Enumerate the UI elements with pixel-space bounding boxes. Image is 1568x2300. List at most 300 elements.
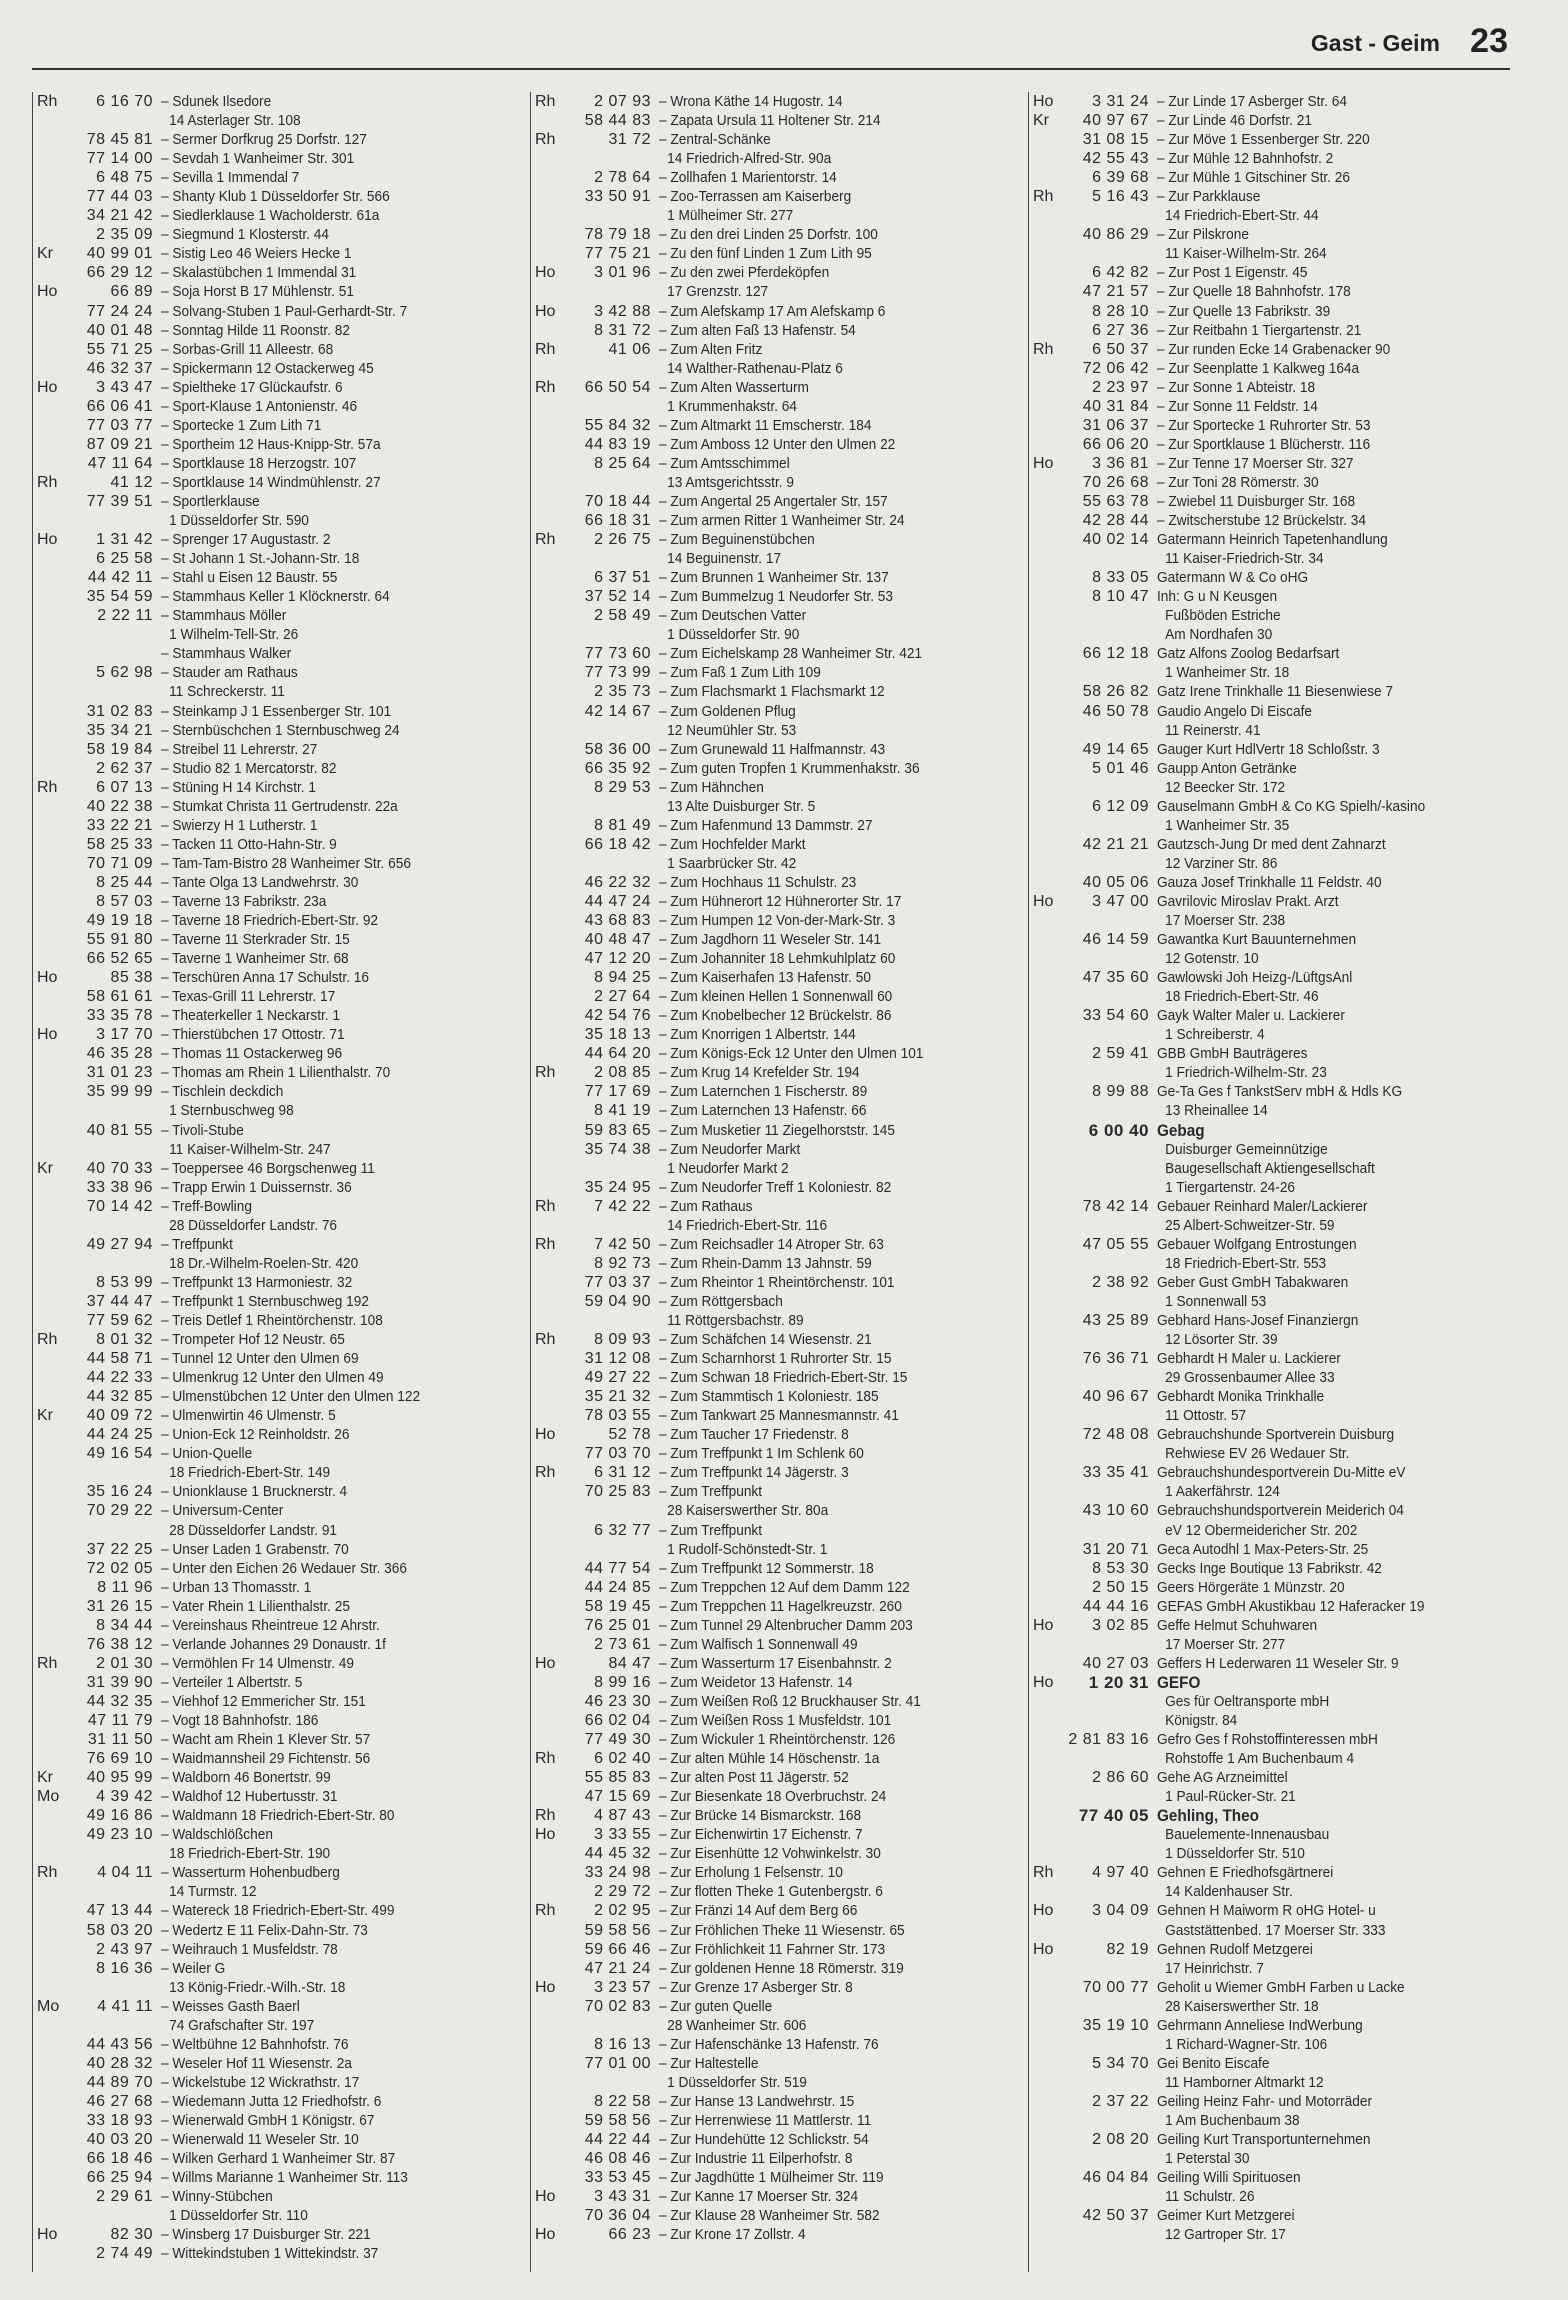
directory-entry-continuation — [531, 625, 1021, 644]
phone-number: 84 47 — [608, 1654, 651, 1672]
entry-text: – Zum Krug 14 Krefelder Str. 194 — [659, 1064, 860, 1082]
phone-number: 3 43 31 — [594, 2188, 651, 2206]
phone-number: 34 21 42 — [86, 207, 153, 225]
district-code: Rh — [37, 778, 58, 796]
directory-entry-continuation — [1029, 1216, 1529, 1235]
phone-number: 31 20 71 — [1082, 1540, 1149, 1558]
directory-entry — [531, 1901, 1021, 1920]
entry-text: – Ulmenstübchen 12 Unter den Ulmen 122 — [161, 1388, 421, 1406]
directory-entry — [33, 1959, 523, 1978]
entry-text: – Zum Tunnel 29 Altenbrucher Damm 203 — [659, 1616, 913, 1634]
directory-entry — [1029, 530, 1529, 549]
phone-number: 40 70 33 — [86, 1159, 153, 1177]
directory-entry-continuation — [1029, 2111, 1529, 2130]
district-code: Ho — [1033, 892, 1054, 910]
directory-entry — [531, 1844, 1021, 1863]
directory-entry — [33, 2130, 523, 2149]
entry-text: 11 Ottostr. 57 — [1165, 1407, 1247, 1425]
running-head: Gast - Geim — [1310, 30, 1440, 56]
entry-text: 11 Reinerstr. 41 — [1165, 721, 1261, 739]
phone-number: 44 44 16 — [1082, 1597, 1149, 1615]
phone-number: 40 97 67 — [1082, 112, 1149, 130]
district-code: Ho — [1033, 454, 1054, 472]
phone-number: 77 73 60 — [584, 645, 651, 663]
phone-number: 2 78 64 — [594, 169, 651, 187]
district-code: Ho — [37, 1026, 58, 1044]
phone-number: 6 16 70 — [96, 93, 153, 110]
directory-entry — [33, 1749, 523, 1768]
phone-number: 47 12 20 — [584, 950, 651, 968]
phone-number: 31 12 08 — [584, 1350, 651, 1368]
phone-number: 77 03 77 — [86, 416, 153, 434]
directory-entry — [33, 530, 523, 549]
entry-text: – Trompeter Hof 12 Neustr. 65 — [161, 1331, 345, 1349]
directory-entry-continuation — [531, 359, 1021, 378]
phone-number: 2 58 49 — [594, 607, 651, 625]
directory-entry — [531, 302, 1021, 321]
phone-number: 2 59 41 — [1092, 1045, 1149, 1063]
directory-entry — [531, 1235, 1021, 1254]
entry-text: – Union-Quelle — [161, 1445, 253, 1463]
phone-number: 33 54 60 — [1082, 1007, 1149, 1025]
district-code: Rh — [535, 1807, 556, 1825]
phone-number: 66 89 — [110, 283, 153, 301]
entry-text: – Zur Hanse 13 Landwehrstr. 15 — [659, 2092, 855, 2110]
phone-number: 49 16 86 — [86, 1807, 153, 1825]
district-code: Rh — [535, 340, 556, 358]
directory-entry-continuation — [1029, 854, 1529, 873]
directory-entry — [531, 1044, 1021, 1063]
entry-text: – Wienerwald GmbH 1 Königstr. 67 — [161, 2111, 375, 2129]
directory-entry — [531, 435, 1021, 454]
entry-text: – Zum Rheintor 1 Rheintörchenstr. 101 — [659, 1273, 895, 1291]
entry-text: 1 Düsseldorfer Str. 90 — [667, 626, 800, 644]
phone-number: 43 68 83 — [584, 912, 651, 930]
directory-entry — [1029, 2130, 1529, 2149]
entry-text: 1 Rudolf-Schönstedt-Str. 1 — [667, 1540, 828, 1558]
phone-number: 8 57 03 — [96, 892, 153, 910]
directory-entry-continuation — [531, 1311, 1021, 1330]
entry-text: – Wiedemann Jutta 12 Friedhofstr. 6 — [161, 2092, 382, 2110]
entry-text: – Zur Industrie 11 Eilperhofstr. 8 — [659, 2150, 853, 2168]
directory-entry — [531, 2149, 1021, 2168]
entry-text: 1 Wilhelm-Tell-Str. 26 — [169, 626, 299, 644]
entry-text: – Waldhof 12 Hubertusstr. 31 — [161, 1788, 338, 1806]
entry-text: – Sternbüschchen 1 Sternbuschweg 24 — [161, 721, 400, 739]
directory-entry-continuation — [1029, 1692, 1529, 1711]
phone-number: 4 39 42 — [96, 1788, 153, 1806]
entry-text: – Zur Quelle 13 Fabrikstr. 39 — [1157, 302, 1331, 320]
directory-entry — [531, 1292, 1021, 1311]
phone-number: 2 23 97 — [1092, 378, 1149, 396]
directory-entry — [1029, 111, 1529, 130]
directory-entry-continuation — [1029, 1178, 1529, 1197]
directory-entry — [33, 1768, 523, 1787]
phone-number: 37 44 47 — [86, 1292, 153, 1310]
page-number: 23 — [1470, 22, 1508, 60]
entry-text: – Zum Treffpunkt — [659, 1483, 763, 1501]
directory-entry — [531, 1997, 1021, 2016]
entry-text: – Zoo-Terrassen am Kaiserberg — [659, 188, 852, 206]
entry-text: – Vater Rhein 1 Lilienthalstr. 25 — [161, 1597, 350, 1615]
phone-number: 76 38 12 — [86, 1635, 153, 1653]
directory-entry — [1029, 930, 1529, 949]
phone-number: 77 73 99 — [584, 664, 651, 682]
directory-entry — [531, 1025, 1021, 1044]
phone-number: 46 14 59 — [1082, 931, 1149, 949]
entry-text: – Zum Walfisch 1 Sonnenwall 49 — [659, 1635, 858, 1653]
directory-entry — [33, 1159, 523, 1178]
phone-number: 3 47 00 — [1092, 892, 1149, 910]
entry-text: – Sevdah 1 Wanheimer Str. 301 — [161, 150, 355, 168]
phone-number: 31 02 83 — [86, 702, 153, 720]
phone-number: 8 31 72 — [594, 321, 651, 339]
district-code: Rh — [535, 1197, 556, 1215]
entry-text: – Zum Röttgersbach — [659, 1292, 783, 1310]
entry-text: – Zum Treffpunkt 1 Im Schlenk 60 — [659, 1445, 864, 1463]
directory-entry — [33, 1006, 523, 1025]
entry-text: – Vermöhlen Fr 14 Ulmenstr. 49 — [161, 1654, 354, 1672]
entry-text: 1 Wanheimer Str. 18 — [1165, 664, 1290, 682]
phone-number: 2 86 60 — [1092, 1769, 1149, 1787]
entry-text: – Treffpunkt 13 Harmoniestr. 32 — [161, 1273, 353, 1291]
directory-entry — [531, 1140, 1021, 1159]
entry-text: – Skalastübchen 1 Immendal 31 — [161, 264, 357, 282]
directory-entry — [33, 2092, 523, 2111]
phone-number: 3 23 57 — [594, 1978, 651, 1996]
directory-entry-continuation — [33, 511, 523, 530]
entry-text: – Zum Rhein-Damm 13 Jahnstr. 59 — [659, 1254, 872, 1272]
phone-number: 47 21 57 — [1082, 283, 1149, 301]
directory-entry — [531, 759, 1021, 778]
phone-number: 31 26 15 — [86, 1597, 153, 1615]
directory-entry-continuation — [1029, 2225, 1529, 2244]
directory-entry — [531, 816, 1021, 835]
entry-text: – Zur Tenne 17 Moerser Str. 327 — [1157, 454, 1354, 472]
directory-entry — [33, 244, 523, 263]
phone-number: 66 52 65 — [86, 950, 153, 968]
phone-number: 78 03 55 — [584, 1407, 651, 1425]
phone-number: 66 25 94 — [86, 2169, 153, 2187]
phone-number: 4 04 11 — [97, 1864, 153, 1882]
district-code: Rh — [535, 1331, 556, 1349]
directory-entry — [531, 1368, 1021, 1387]
entry-text: 14 Turmstr. 12 — [169, 1883, 257, 1901]
directory-entry — [1029, 378, 1529, 397]
entry-text: 12 Gotenstr. 10 — [1165, 950, 1259, 968]
phone-number: 40 99 01 — [86, 245, 153, 263]
directory-entry — [33, 549, 523, 568]
entry-text: Gecks Inge Boutique 13 Fabrikstr. 42 — [1157, 1559, 1382, 1577]
phone-number: 6 27 36 — [1092, 321, 1149, 339]
directory-entry — [1029, 968, 1529, 987]
entry-text: Gatermann Heinrich Tapetenhandlung — [1157, 531, 1388, 549]
directory-entry — [1029, 397, 1529, 416]
directory-entry — [1029, 511, 1529, 530]
phone-number: 3 36 81 — [1092, 454, 1149, 472]
entry-text: – Zum Reichsadler 14 Atroper Str. 63 — [659, 1235, 884, 1253]
entry-text: 11 Schreckerstr. 11 — [169, 683, 285, 701]
directory-entry — [33, 797, 523, 816]
entry-text: Geffers H Lederwaren 11 Weseler Str. 9 — [1157, 1654, 1399, 1672]
phone-number: 35 24 95 — [584, 1178, 651, 1196]
district-code: Rh — [37, 1654, 58, 1672]
directory-entry — [33, 1901, 523, 1920]
district-code: Rh — [535, 1750, 556, 1768]
phone-number: 70 02 83 — [584, 1997, 651, 2015]
entry-text: – Tam-Tam-Bistro 28 Wanheimer Str. 656 — [161, 854, 411, 872]
directory-entry — [531, 968, 1021, 987]
entry-text: – Zur goldenen Henne 18 Römerstr. 319 — [659, 1959, 904, 1977]
phone-number: 44 42 11 — [87, 569, 153, 587]
directory-entry — [531, 1063, 1021, 1082]
phone-number: 44 43 56 — [86, 2035, 153, 2053]
entry-text: Gauselmann GmbH & Co KG Spielh/-kasino — [1157, 797, 1426, 815]
phone-number: 8 99 16 — [594, 1673, 651, 1691]
entry-text: – Willms Marianne 1 Wanheimer Str. 113 — [161, 2169, 408, 2187]
district-code: Ho — [535, 264, 556, 282]
directory-entry-continuation — [1029, 1711, 1529, 1730]
entry-text: 12 Varziner Str. 86 — [1165, 854, 1278, 872]
entry-text: 28 Kaiserswerther Str. 80a — [667, 1502, 829, 1520]
phone-number: 8 11 96 — [97, 1578, 153, 1596]
phone-number: 40 22 38 — [86, 797, 153, 815]
entry-text: – Zum Hochhaus 11 Schulstr. 23 — [659, 873, 857, 891]
phone-number: 58 26 82 — [1082, 683, 1149, 701]
entry-text: – Zum Tankwart 25 Mannesmannstr. 41 — [659, 1407, 899, 1425]
directory-entry — [1029, 1540, 1529, 1559]
directory-entry — [33, 1940, 523, 1959]
phone-number: 49 19 18 — [86, 912, 153, 930]
entry-text: – Studio 82 1 Mercatorstr. 82 — [161, 759, 337, 777]
directory-entry-continuation — [1029, 1521, 1529, 1540]
entry-text: – Union-Eck 12 Reinholdstr. 26 — [161, 1426, 350, 1444]
directory-entry — [1029, 587, 1529, 606]
entry-text: 14 Friedrich-Ebert-Str. 116 — [667, 1216, 828, 1234]
entry-text: – Zum Königs-Eck 12 Unter den Ulmen 101 — [659, 1045, 924, 1063]
phone-number: 6 31 12 — [594, 1464, 651, 1482]
entry-text: – Zum Faß 1 Zum Lith 109 — [659, 664, 821, 682]
entry-text: – Zum Amboss 12 Unter den Ulmen 22 — [659, 435, 896, 453]
directory-entry — [531, 873, 1021, 892]
directory-entry — [531, 530, 1021, 549]
phone-number: 44 22 44 — [584, 2131, 651, 2149]
entry-text: 28 Kaiserswerther Str. 18 — [1165, 1997, 1319, 2015]
entry-text: – Zollhafen 1 Marientorstr. 14 — [659, 169, 837, 187]
directory-entry — [531, 911, 1021, 930]
phone-number: 44 77 54 — [584, 1559, 651, 1577]
entry-text: Duisburger Gemeinnützige — [1165, 1140, 1328, 1158]
directory-entry — [33, 92, 523, 111]
directory-entry — [33, 416, 523, 435]
entry-text: 14 Walther-Rathenau-Platz 6 — [667, 359, 843, 377]
entry-text: – Weisses Gasth Baerl — [161, 1997, 300, 2015]
entry-text: 11 Hamborner Altmarkt 12 — [1165, 2073, 1324, 2091]
directory-entry — [531, 2130, 1021, 2149]
entry-text: 13 König-Friedr.-Wilh.-Str. 18 — [169, 1978, 346, 1996]
phone-number: 2 08 20 — [1092, 2131, 1149, 2149]
phone-number: 66 18 46 — [86, 2150, 153, 2168]
entry-text: Ges für Oeltransporte mbH — [1165, 1692, 1330, 1710]
entry-text: Gauger Kurt HdlVertr 18 Schloßstr. 3 — [1157, 740, 1380, 758]
district-code: Kr — [37, 1407, 53, 1425]
directory-entry — [531, 1463, 1021, 1482]
directory-entry — [33, 2168, 523, 2187]
entry-text: – Zur Pilskrone — [1157, 226, 1249, 244]
entry-text: Gebauer Reinhard Maler/Lackierer — [1157, 1197, 1368, 1215]
entry-text: Gaststättenbed. 17 Moerser Str. 333 — [1165, 1921, 1386, 1939]
directory-entry — [33, 1330, 523, 1349]
entry-text: – Tante Olga 13 Landwehrstr. 30 — [161, 873, 359, 891]
entry-text: Gebrauchshundsportverein Meiderich 04 — [1157, 1502, 1404, 1520]
directory-entry — [33, 1997, 523, 2016]
directory-entry-continuation — [1029, 1101, 1529, 1120]
entry-text: Geber Gust GmbH Tabakwaren — [1157, 1273, 1349, 1291]
directory-entry — [1029, 1616, 1529, 1635]
phone-number: 6 25 58 — [96, 550, 153, 568]
phone-number: 6 12 09 — [1092, 797, 1149, 815]
entry-text: – Zum Weißen Ross 1 Musfeldstr. 101 — [659, 1711, 892, 1729]
entry-text: – Zum armen Ritter 1 Wanheimer Str. 24 — [659, 512, 905, 530]
directory-entry — [33, 2187, 523, 2206]
entry-text: Geimer Kurt Metzgerei — [1157, 2207, 1295, 2225]
directory-entry — [1029, 1806, 1529, 1825]
directory-entry — [531, 606, 1021, 625]
entry-text: Fußböden Estriche — [1165, 607, 1281, 625]
directory-entry — [531, 682, 1021, 701]
entry-text: – Waidmannsheil 29 Fichtenstr. 56 — [161, 1750, 371, 1768]
entry-text: – Tunnel 12 Unter den Ulmen 69 — [161, 1350, 359, 1368]
entry-text: – Wienerwald 11 Weseler Str. 10 — [161, 2131, 359, 2149]
entry-text: – Viehhof 12 Emmericher Str. 151 — [161, 1692, 366, 1710]
entry-text: 11 Röttgersbachstr. 89 — [667, 1312, 804, 1329]
directory-entry — [1029, 435, 1529, 454]
entry-text: 17 Moerser Str. 238 — [1165, 912, 1286, 930]
phone-number: 35 54 59 — [86, 588, 153, 606]
entry-text: – Zum alten Faß 13 Hafenstr. 54 — [659, 321, 856, 339]
directory-entry — [1029, 1940, 1529, 1959]
phone-number: 40 09 72 — [86, 1407, 153, 1425]
entry-text: Rehwiese EV 26 Wedauer Str. — [1165, 1445, 1350, 1463]
phone-number: 77 44 03 — [86, 188, 153, 206]
directory-entry — [33, 2244, 523, 2263]
entry-text: – Zum Jagdhorn 11 Weseler Str. 141 — [659, 931, 882, 949]
entry-text: – Zur Möve 1 Essenberger Str. 220 — [1157, 131, 1370, 149]
directory-entry — [33, 892, 523, 911]
directory-entry — [531, 1940, 1021, 1959]
district-code: Rh — [535, 378, 556, 396]
phone-number: 8 41 19 — [594, 1102, 651, 1120]
entry-text: – Zum Treppchen 11 Hagelkreuzstr. 260 — [659, 1597, 902, 1615]
entry-text: 1 Paul-Rücker-Str. 21 — [1165, 1788, 1296, 1806]
phone-number: 58 36 00 — [584, 740, 651, 758]
phone-number: 47 15 69 — [584, 1788, 651, 1806]
phone-number: 49 27 94 — [86, 1235, 153, 1253]
entry-text: 1 Düsseldorfer Str. 110 — [169, 2207, 308, 2225]
directory-entry — [531, 2225, 1021, 2244]
entry-text: GEFO — [1157, 1672, 1201, 1692]
directory-entry — [33, 2073, 523, 2092]
entry-text: – Zur Reitbahn 1 Tiergartenstr. 21 — [1157, 321, 1362, 339]
entry-text: – Thomas 11 Ostackerweg 96 — [161, 1045, 343, 1063]
entry-text: – Zur Brücke 14 Bismarckstr. 168 — [659, 1807, 862, 1825]
district-code: Ho — [1033, 1673, 1054, 1691]
entry-text: Gehe AG Arzneimittel — [1157, 1769, 1288, 1787]
directory-entry-continuation — [1029, 1635, 1529, 1654]
directory-entry — [531, 1749, 1021, 1768]
directory-entry — [33, 1235, 523, 1254]
entry-text: – Tivoli-Stube — [161, 1121, 244, 1139]
directory-entry-continuation — [1029, 206, 1529, 225]
phone-number: 35 16 24 — [86, 1483, 153, 1501]
directory-entry — [33, 778, 523, 797]
directory-entry — [33, 435, 523, 454]
district-code: Rh — [535, 131, 556, 149]
directory-entry — [33, 968, 523, 987]
entry-text: – Sportheim 12 Haus-Knipp-Str. 57a — [161, 435, 381, 453]
entry-text: – Terschüren Anna 17 Schulstr. 16 — [161, 969, 369, 987]
directory-entry — [531, 416, 1021, 435]
entry-text: – Zum Weidetor 13 Hafenstr. 14 — [659, 1673, 853, 1691]
entry-text: – Zu den zwei Pferdeköpfen — [659, 264, 830, 282]
directory-entry — [33, 854, 523, 873]
entry-text: – Zur Jagdhütte 1 Mülheimer Str. 119 — [659, 2169, 884, 2187]
phone-number: 2 43 97 — [96, 1940, 153, 1958]
phone-number: 44 22 33 — [86, 1369, 153, 1387]
entry-text: 12 Neumühler Str. 53 — [667, 721, 797, 739]
phone-number: 6 00 40 — [1088, 1120, 1149, 1140]
entry-text: – Thierstübchen 17 Ottostr. 71 — [161, 1026, 345, 1044]
phone-number: 42 55 43 — [1082, 150, 1149, 168]
phone-number: 5 01 46 — [1092, 759, 1149, 777]
entry-text: – Zum Altmarkt 11 Emscherstr. 184 — [659, 416, 872, 434]
directory-entry — [1029, 797, 1529, 816]
entry-text: – Zum Neudorfer Treff 1 Koloniestr. 82 — [659, 1178, 892, 1196]
phone-number: 7 42 22 — [594, 1197, 651, 1215]
entry-text: 25 Albert-Schweitzer-Str. 59 — [1165, 1216, 1335, 1234]
phone-number: 8 34 44 — [96, 1616, 153, 1634]
entry-text: Geholit u Wiemer GmbH Farben u Lacke — [1157, 1978, 1405, 1996]
phone-number: 2 29 72 — [594, 1883, 651, 1901]
entry-text: 1 Peterstal 30 — [1165, 2150, 1250, 2168]
directory-entry — [33, 1597, 523, 1616]
directory-entry — [33, 1616, 523, 1635]
phone-number: 77 59 62 — [86, 1312, 153, 1329]
district-code: Rh — [1033, 1864, 1054, 1882]
phone-number: 2 22 11 — [97, 607, 153, 625]
entry-text: 14 Beguinenstr. 17 — [667, 550, 782, 568]
phone-number: 40 02 14 — [1082, 531, 1149, 549]
directory-entry — [33, 282, 523, 301]
phone-number: 72 06 42 — [1082, 359, 1149, 377]
phone-number: 77 75 21 — [584, 245, 651, 263]
directory-entry-continuation — [1029, 549, 1529, 568]
district-code: Ho — [37, 969, 58, 987]
directory-entry-continuation — [531, 1501, 1021, 1520]
entry-text: – Zentral-Schänke — [659, 131, 771, 149]
directory-entry — [1029, 2206, 1529, 2225]
entry-text: – Zwiebel 11 Duisburger Str. 168 — [1157, 492, 1356, 510]
directory-entry — [1029, 321, 1529, 340]
directory-entry — [33, 606, 523, 625]
directory-entry — [531, 1330, 1021, 1349]
entry-text: – Waldmann 18 Friedrich-Ebert-Str. 80 — [161, 1807, 395, 1825]
directory-entry — [531, 1406, 1021, 1425]
district-code: Ho — [37, 283, 58, 301]
phone-number: 77 01 00 — [584, 2054, 651, 2072]
directory-entry — [531, 321, 1021, 340]
directory-entry — [1029, 1730, 1529, 1749]
